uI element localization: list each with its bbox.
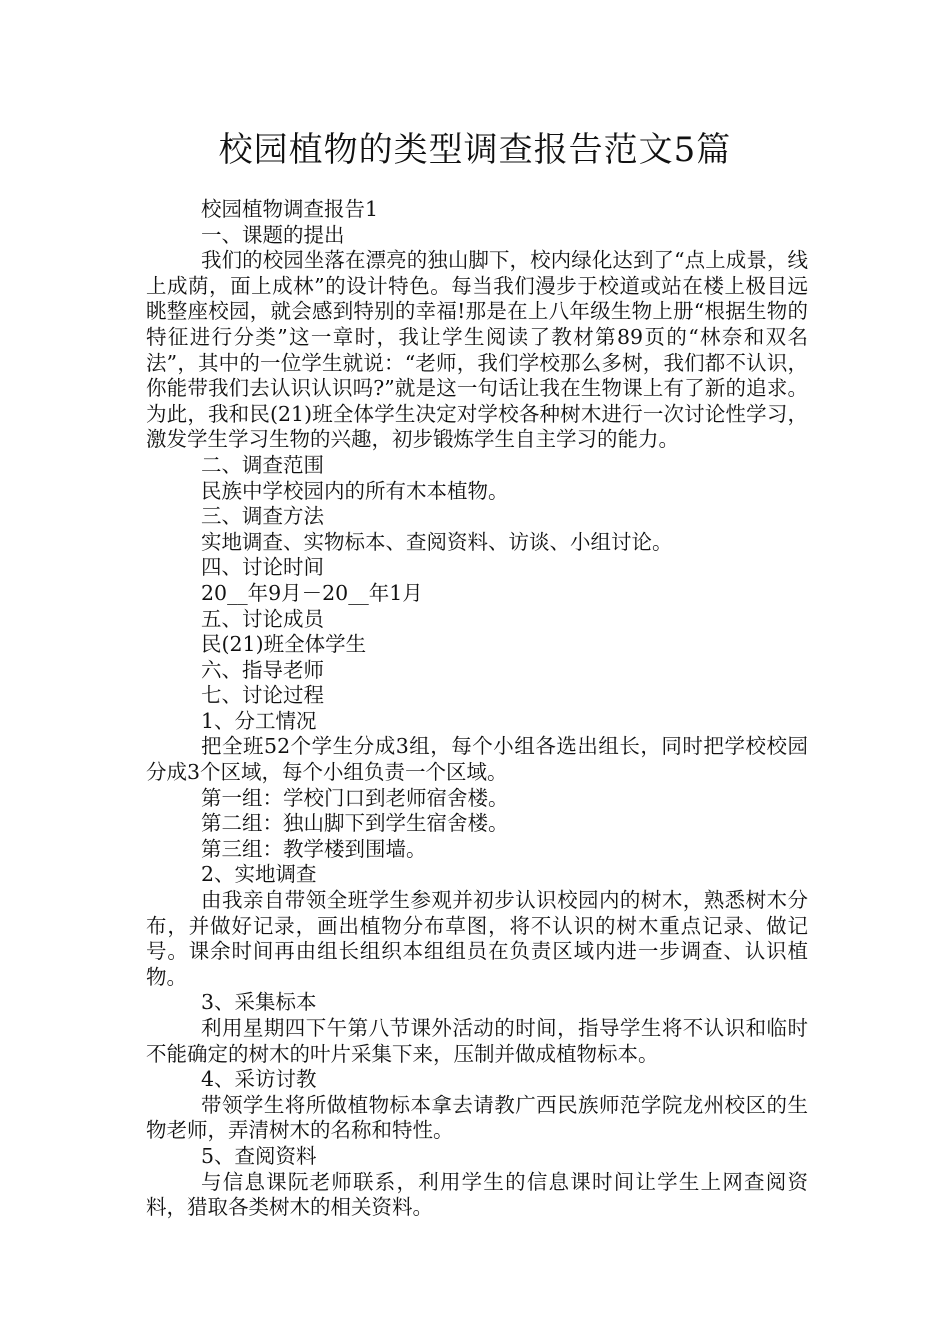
subsection-heading: 5、查阅资料 — [201, 1143, 317, 1168]
body-paragraph: 把全班52个学生分成3组，每个小组各选出组长，同时把学校校园分成3个区域，每个小组负责一个区域。 — [146, 734, 808, 785]
section-heading: 七、讨论过程 — [201, 683, 324, 708]
subsection-heading: 3、采集标本 — [201, 990, 317, 1015]
subsection-heading: 1、分工情况 — [201, 708, 317, 733]
subsection-heading: 4、采访讨教 — [201, 1067, 317, 1092]
section-heading: 六、指导老师 — [201, 657, 324, 682]
body-paragraph: 第一组：学校门口到老师宿舍楼。 — [201, 785, 509, 810]
body-paragraph: 民族中学校园内的所有木本植物。 — [201, 478, 509, 503]
body-paragraph: 第二组：独山脚下到学生宿舍楼。 — [201, 811, 509, 836]
document-title: 校园植物的类型调查报告范文5篇 — [218, 130, 732, 170]
body-paragraph: 利用星期四下午第八节课外活动的时间，指导学生将不认识和临时不能确定的树木的叶片采集下来，压制并做成植物标本。 — [146, 1016, 808, 1066]
body-paragraph: 带领学生将所做植物标本拿去请教广西民族师范学院龙州校区的生物老师，弄清树木的名称和特性。 — [146, 1092, 808, 1143]
body-paragraph: 第三组：教学楼到围墙。 — [201, 836, 427, 861]
body-paragraph: 我们的校园坐落在漂亮的独山脚下，校内绿化达到了“点上成景，线上成荫，面上成林”的设计特色。每当我们漫步于校道或站在楼上极目远眺整座校园，就会感到特别的幸福!那是在上八年级生物上册“根据生物的特征进行分类”这一章时，我让学生阅读了教材第89页的“林奈和双名法”，其中的一位学生就说：“老师，我们学校那么多树，我们都不认识，你能带我们去认识认识吗?”就是这一句话让我在生物课上有了新的追求。为此，我和民(21)班全体学生决定对学校各种树木进行一次讨论性学习，激发学生学习生物的兴趣，初步锻炼学生自主学习的能力。 — [146, 248, 808, 452]
body-paragraph: 与信息课阮老师联系，利用学生的信息课时间让学生上网查阅资料，猎取各类树木的相关资料。 — [146, 1169, 808, 1220]
section-heading: 五、讨论成员 — [201, 606, 324, 631]
body-paragraph: 20__年9月－20__年1月 — [201, 580, 423, 605]
body-paragraph: 实地调查、实物标本、查阅资料、访谈、小组讨论。 — [201, 529, 673, 554]
section-heading: 三、调查方法 — [201, 504, 324, 529]
document-body — [146, 197, 808, 1221]
section-heading: 四、讨论时间 — [201, 555, 324, 580]
body-paragraph: 由我亲自带领全班学生参观并初步认识校园内的树木，熟悉树木分布，并做好记录，画出植物分布草图，将不认识的树木重点记录、做记号。课余时间再由组长组织本组组员在负责区域内进一步调查、认识植物。 — [146, 888, 808, 989]
section-heading: 一、课题的提出 — [201, 222, 345, 247]
subsection-heading: 2、实地调查 — [201, 862, 317, 887]
section-heading: 二、调查范围 — [201, 452, 324, 477]
body-paragraph: 民(21)班全体学生 — [201, 632, 367, 657]
report-subtitle: 校园植物调查报告1 — [201, 197, 379, 221]
